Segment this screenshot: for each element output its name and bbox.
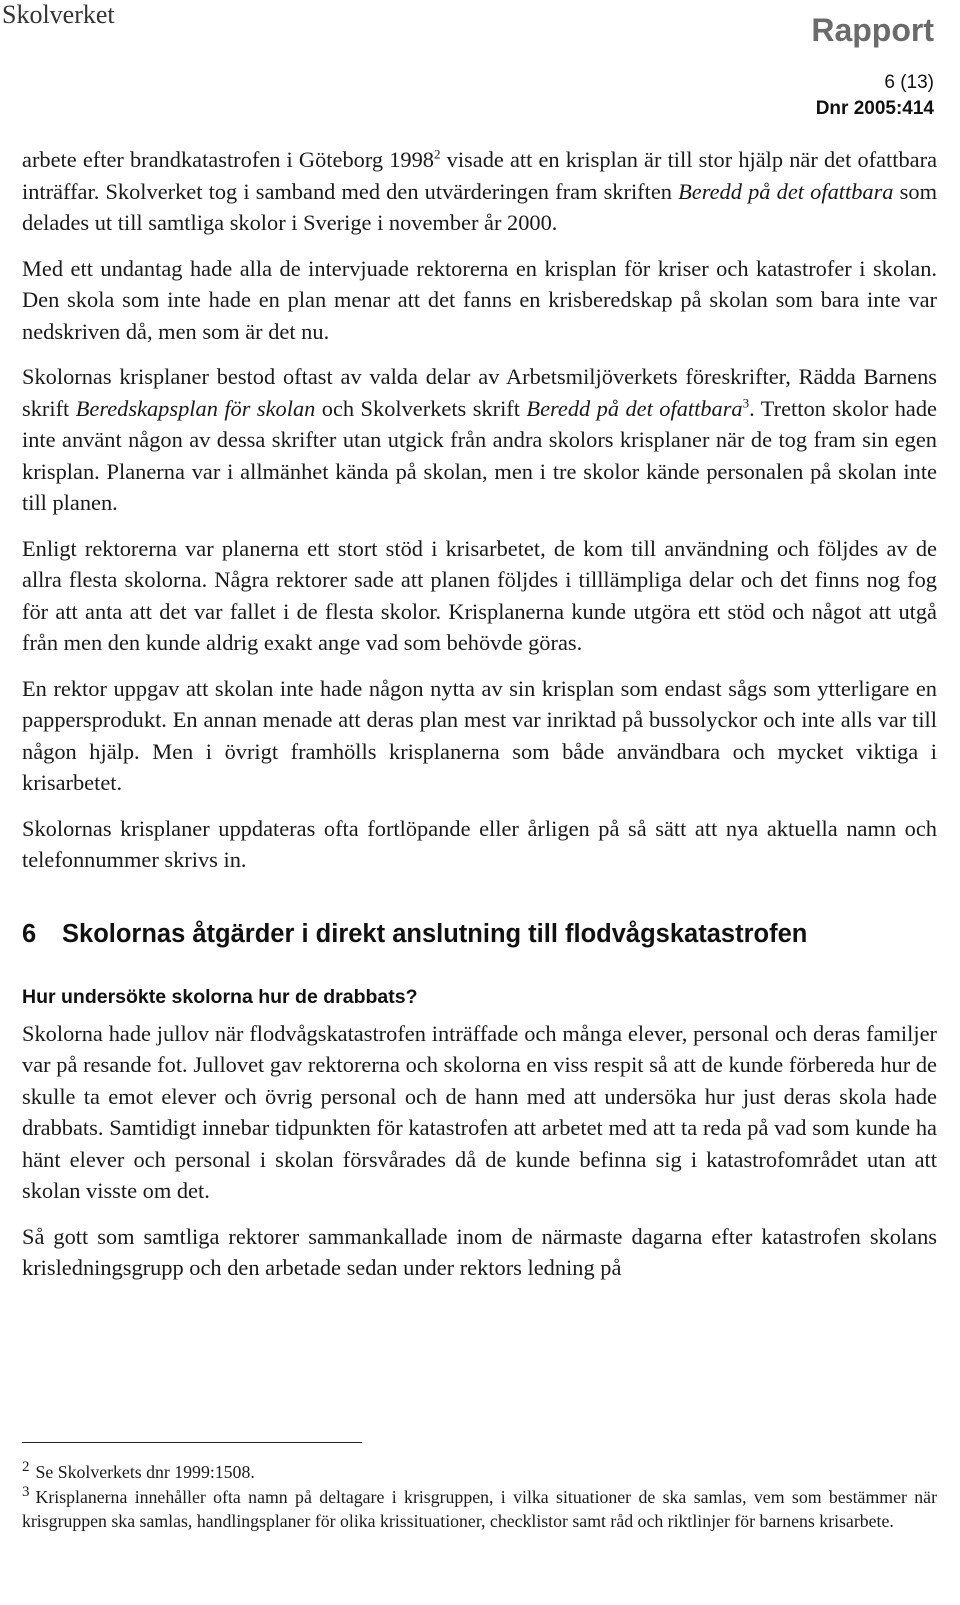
publication-title: Beredd på det ofattbara (526, 395, 743, 421)
document-body (22, 144, 937, 1298)
report-title: Rapport (811, 12, 934, 48)
paragraph (22, 361, 937, 519)
page-number: 6 (13) (884, 72, 934, 93)
footnote-marker: 2 (22, 1459, 30, 1476)
footnote-ref: 2 (434, 146, 441, 162)
text-run: . Tretton skolor hade inte använt någon av dessa skrifter utan utgick från andra skolors krisplaner när de tog fram sin egen krisplan. Planerna var i allmänhet kända på skolan, men i tre skolor kände personalen på skolan inte till planen. (22, 395, 937, 515)
footnote-text: Krisplanerna innehåller ofta namn på deltagare i krisgruppen, i vilka situationer de ska samlas, vem som bestämmer när krisgruppen ska samlas, handlingsplaner för olika krissituationer, checklistor samt råd och riktlinjer för barnens krisarbete. (22, 1486, 937, 1531)
publication-title: Beredd på det ofattbara (678, 178, 894, 204)
paragraph: En rektor uppgav att skolan inte hade någon nytta av sin krisplan som endast sågs som ytterligare en pappersprodukt. En annan menade att deras plan mest var inriktad på bussolyckor och inte alls var till någon hjälp. Men i övrigt framhölls krisplanerna som både användbara och mycket viktiga i krisarbetet. (22, 675, 937, 795)
text-run: Skolornas krisplaner bestod oftast av valda delar av Arbetsmiljöverkets föreskrifter, Rädda Barnens skrift (22, 364, 937, 421)
paragraph: Med ett undantag hade alla de intervjuade rektorerna en krisplan för kriser och katastrofer i skolan. Den skola som inte hade en plan menar att det fanns en krisberedskap på skolan som bara inte var nedskriven då, men som är det nu. (22, 255, 937, 344)
section-title: Skolornas åtgärder i direkt anslutning till flodvågskatastrofen (62, 919, 808, 948)
footnotes (22, 1460, 937, 1534)
footnote (22, 1460, 937, 1485)
footnote-separator (22, 1442, 362, 1443)
text-run: och Skolverkets skrift (315, 395, 527, 421)
text-run: som delades ut till samtliga skolor i Sverige i november år 2000. (22, 178, 937, 235)
organization-name: Skolverket (2, 0, 115, 29)
paragraph: Så gott som samtliga rektorer sammankallade inom de närmaste dagarna efter katastrofen skolans krisledningsgrupp och den arbetade sedan under rektors ledning på (22, 1223, 937, 1280)
publication-title: Beredskapsplan för skolan (75, 395, 316, 421)
paragraph: Skolorna hade jullov när flodvågskatastrofen inträffade och många elever, personal och deras familjer var på resande fot. Jullovet gav rektorerna och skolorna en viss respit så att de kunde förbereda hur de skulle ta emot elever och övrig personal och de hann med att undersöka hur just deras skola hade drabbats. Samtidigt innebar tidpunkten för katastrofen att arbetet med att ta reda på vad som kunde ha hänt elever och personal i skolan försvårades då de kunde befinna sig i katastrofområdet utan att skolan visste om det. (22, 1020, 937, 1203)
text-run: arbete efter brandkatastrofen i Göteborg 1998 (22, 147, 434, 172)
section-number: 6 (22, 919, 37, 948)
paragraph: Enligt rektorerna var planerna ett stort stöd i krisarbetet, de kom till användning och följdes av de allra flesta skolorna. Några rektorer sade att planen följdes i tilllämpliga delar och det finns nog fog för att anta att det var fallet i de flesta skolor. Krisplanerna kunde utgöra ett stöd och något att utgå från men den kunde aldrig exakt ange vad som behövde göras. (22, 535, 937, 655)
text-run: visade att en krisplan är till stor hjälp när det ofattbara inträffar. Skolverket tog i samband med den utvärderingen fram skriften (22, 147, 938, 204)
footnote-text: Se Skolverkets dnr 1999:1508. (35, 1462, 255, 1482)
subsection-heading: Hur undersökte skolorna hur de drabbats? (22, 985, 418, 1008)
footnote-ref: 3 (742, 395, 750, 411)
paragraph (22, 144, 937, 239)
paragraph: Skolornas krisplaner uppdateras ofta fortlöpande eller årligen på så sätt att nya aktuella namn och telefonnummer skrivs in. (22, 815, 937, 872)
section-heading (22, 918, 937, 950)
footnote-marker: 3 (22, 1483, 30, 1500)
footnote (22, 1485, 937, 1534)
document-number: Dnr 2005:414 (815, 98, 934, 119)
